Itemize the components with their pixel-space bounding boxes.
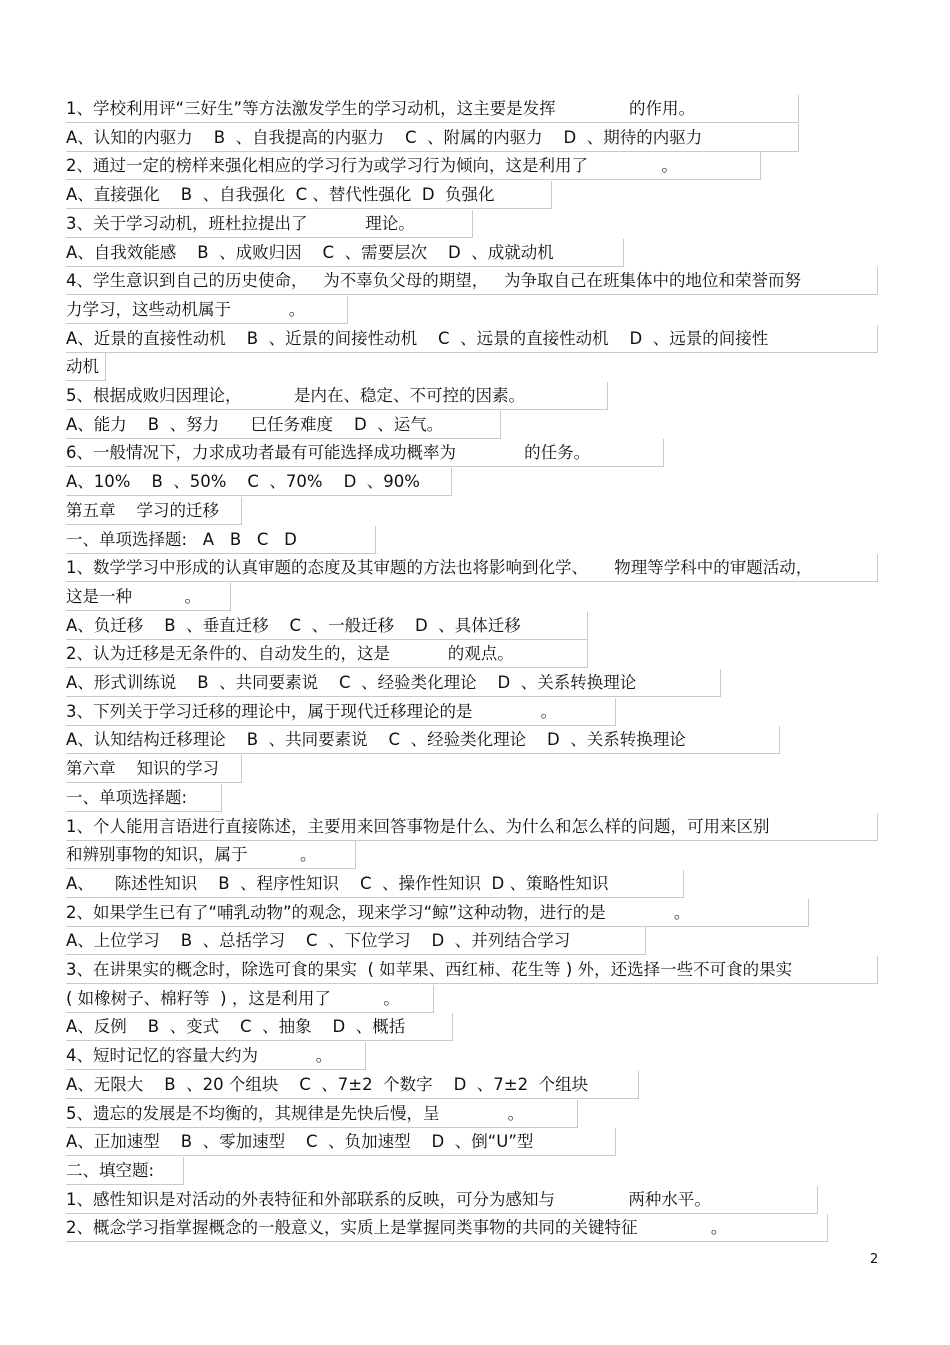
text-line: 4、短时记忆的容量大约为 。 <box>66 1042 366 1070</box>
text-line: 1、感性知识是对活动的外表特征和外部联系的反映，可分为感知与 两种水平。 <box>66 1186 818 1214</box>
text-line: 1、数学学习中形成的认真审题的态度及其审题的方法也将影响到化学、 物理等学科中的审题活动， <box>66 554 878 582</box>
text-line: 5、遗忘的发展是不均衡的，其规律是先快后慢，呈 。 <box>66 1100 578 1128</box>
text-line: A、认知结构迁移理论 B 、共同要素说 C 、经验类化理论 D 、关系转换理论 <box>66 726 780 754</box>
text-line: 3、下列关于学习迁移的理论中，属于现代迁移理论的是 。 <box>66 698 616 726</box>
text-line: 这是一种 。 <box>66 583 231 611</box>
text-line: A、认知的内驱力 B 、自我提高的内驱力 C 、附属的内驱力 D 、期待的内驱力 <box>66 124 799 152</box>
text-line: 和辨别事物的知识，属于 。 <box>66 841 356 869</box>
text-line: A、上位学习 B 、总括学习 C 、下位学习 D 、并列结合学习 <box>66 927 646 955</box>
text-line: A、正加速型 B 、零加速型 C 、负加速型 D 、倒“U”型 <box>66 1128 616 1156</box>
text-line: A、自我效能感 B 、成败归因 C 、需要层次 D 、成就动机 <box>66 239 624 267</box>
text-line: 2、概念学习指掌握概念的一般意义，实质上是掌握同类事物的共同的关键特征 。 <box>66 1214 828 1242</box>
text-line: 2、认为迁移是无条件的、自动发生的，这是 的观点。 <box>66 640 588 668</box>
text-line: A、无限大 B 、20 个组块 C 、7±2 个数字 D 、7±2 个组块 <box>66 1071 639 1099</box>
text-line: 6、一般情况下，力求成功者最有可能选择成功概率为 的任务。 <box>66 439 664 467</box>
text-line: 一、单项选择题: A B C D <box>66 526 376 554</box>
text-line: A、反例 B 、变式 C 、抽象 D 、概括 <box>66 1013 453 1041</box>
text-line: 动机 <box>66 353 106 381</box>
text-line: A、形式训练说 B 、共同要素说 C 、经验类化理论 D 、关系转换理论 <box>66 669 721 697</box>
text-line: 3、在讲果实的概念时，除选可食的果实 ( 如苹果、西红柿、花生等 ) 外，还选择一些不可食的果实 <box>66 956 878 984</box>
text-line: 3、关于学习动机，班杜拉提出了 理论。 <box>66 210 473 238</box>
text-line: 2、如果学生已有了“哺乳动物”的观念，现来学习“鲸”这种动物，进行的是 。 <box>66 899 809 927</box>
text-line: 1、个人能用言语进行直接陈述，主要用来回答事物是什么、为什么和怎么样的问题，可用来区别 <box>66 813 878 841</box>
text-line: 第五章 学习的迁移 <box>66 497 242 525</box>
text-line: 4、学生意识到自己的历史使命， 为不辜负父母的期望， 为争取自己在班集体中的地位和荣誉而努 <box>66 267 878 295</box>
text-line: A、 陈述性知识 B 、程序性知识 C 、操作性知识 D 、策略性知识 <box>66 870 684 898</box>
text-line: A、近景的直接性动机 B 、近景的间接性动机 C 、远景的直接性动机 D 、远景的间接性 <box>66 325 878 353</box>
text-line: 第六章 知识的学习 <box>66 755 242 783</box>
text-line: A、能力 B 、努力 巳任务难度 D 、运气。 <box>66 411 501 439</box>
text-line: A、直接强化 B 、自我强化 C 、替代性强化 D 负强化 <box>66 181 552 209</box>
text-line: 二、填空题: <box>66 1157 184 1185</box>
text-line: A、负迁移 B 、垂直迁移 C 、一般迁移 D 、具体迁移 <box>66 612 588 640</box>
text-line: A、10% B 、50% C 、70% D 、90% <box>66 468 452 496</box>
text-line: 一、单项选择题: <box>66 784 222 812</box>
text-line: 2、通过一定的榜样来强化相应的学习行为或学习行为倾向，这是利用了 。 <box>66 152 761 180</box>
page-number: 2 <box>870 1252 879 1267</box>
text-line: ( 如橡树子、棉籽等 ) ，这是利用了 。 <box>66 985 434 1013</box>
text-line: 1、学校利用评“三好生”等方法激发学生的学习动机，这主要是发挥 的作用。 <box>66 95 799 123</box>
text-line: 5、根据成败归因理论， 是内在、稳定、不可控的因素。 <box>66 382 608 410</box>
text-line: 力学习，这些动机属于 。 <box>66 296 348 324</box>
